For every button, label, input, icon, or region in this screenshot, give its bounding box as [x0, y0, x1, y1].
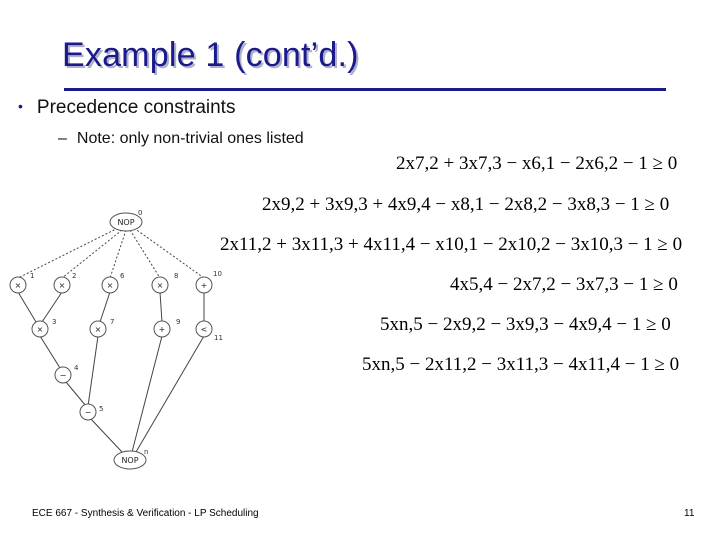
node-7-label: 7	[110, 318, 115, 326]
bullet-text: Precedence constraints	[36, 97, 236, 118]
constraint-3: 2x11,2 + 3x11,3 + 4x11,4 − x10,1 − 2x10,2 − 3x10,3 − 1 ≥ 0	[220, 234, 683, 255]
node-5-op: −	[84, 408, 92, 417]
node-9-op: +	[158, 325, 166, 334]
node-3-op: ×	[36, 325, 44, 334]
node-10-label: 10	[213, 270, 222, 278]
node-4-label: 4	[74, 364, 79, 372]
constraint-5: 5xn,5 − 2x9,2 − 3x9,3 − 4x9,4 − 1 ≥ 0	[380, 314, 671, 335]
title-underline	[64, 88, 666, 91]
slide-footer: ECE 667 - Synthesis & Verification - LP Scheduling	[32, 508, 259, 519]
node-8-op: ×	[156, 281, 164, 290]
constraint-2: 2x9,2 + 3x9,3 + 4x9,4 − x8,1 − 2x8,2 − 3x8,3 − 1 ≥ 0	[262, 194, 670, 215]
source-index: 0	[138, 209, 143, 217]
node-5-label: 5	[99, 405, 104, 413]
node-10-op: +	[200, 281, 208, 290]
sink-index: n	[144, 448, 149, 456]
sub-bullet-text: Note: only non-trivial ones listed	[76, 130, 304, 147]
slide-title: Example 1 (cont’d.)	[62, 36, 359, 74]
node-11-op: <	[200, 325, 208, 334]
node-8-label: 8	[174, 272, 179, 280]
sub-bullet-marker: –	[58, 130, 67, 147]
sequencing-graph	[0, 200, 230, 480]
sub-bullet-note	[58, 130, 304, 148]
bullet-marker: •	[18, 98, 23, 114]
node-6-label: 6	[120, 272, 125, 280]
node-6-op: ×	[106, 281, 114, 290]
bullet-precedence	[18, 97, 235, 119]
constraint-1: 2x7,2 + 3x7,3 − x6,1 − 2x6,2 − 1 ≥ 0	[396, 153, 678, 174]
node-7-op: ×	[94, 325, 102, 334]
constraint-6: 5xn,5 − 2x11,2 − 3x11,3 − 4x11,4 − 1 ≥ 0	[362, 354, 680, 375]
sink-nop-label: NOP	[121, 456, 139, 465]
dependency-edges	[18, 292, 204, 452]
node-11-label: 11	[214, 334, 223, 342]
node-2-label: 2	[72, 272, 77, 280]
node-3-label: 3	[52, 318, 57, 326]
constraint-4: 4x5,4 − 2x7,2 − 3x7,3 − 1 ≥ 0	[450, 274, 678, 295]
node-1-op: ×	[14, 281, 22, 290]
source-nop-label: NOP	[117, 218, 135, 227]
node-1-label: 1	[30, 272, 35, 280]
node-2-op: ×	[58, 281, 66, 290]
page-number: 11	[684, 508, 695, 519]
source-edges	[18, 228, 204, 278]
node-4-op: −	[59, 371, 67, 380]
node-9-label: 9	[176, 318, 181, 326]
